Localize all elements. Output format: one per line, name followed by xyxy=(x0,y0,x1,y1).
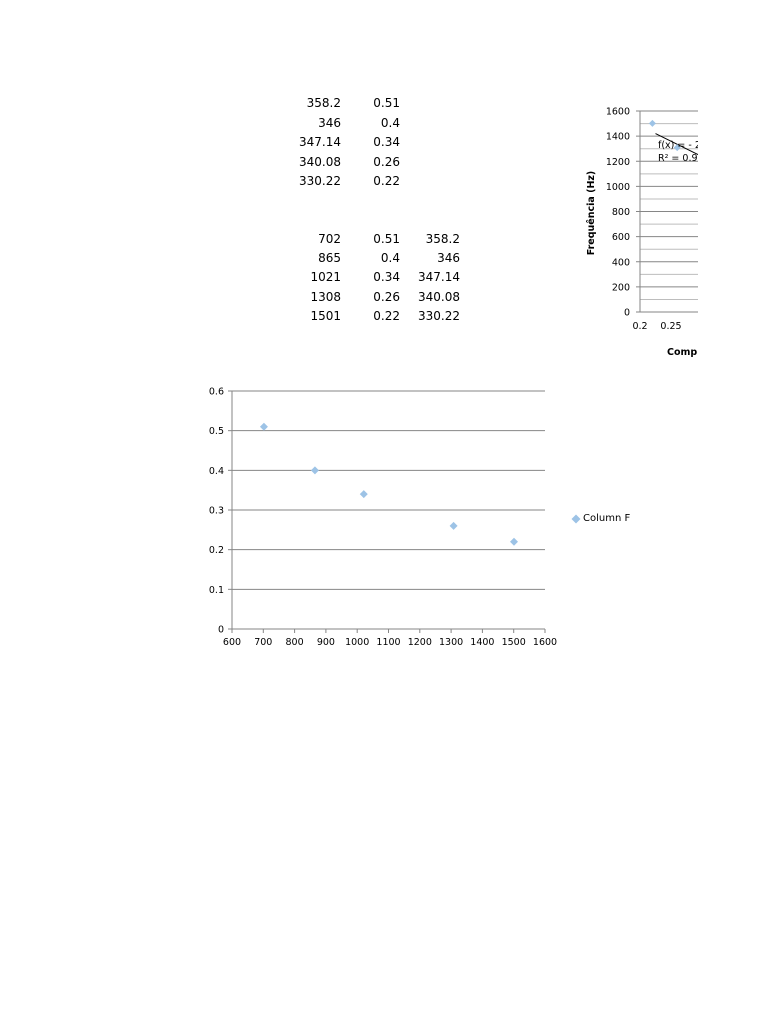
right-trendline-r2: R² = 0.9 xyxy=(658,153,698,164)
legend-marker xyxy=(572,515,581,524)
x-tick-label-1200: 1200 xyxy=(407,637,432,648)
table2-cell-r5-c1: 1501 xyxy=(310,308,341,323)
scatter-chart-right xyxy=(570,95,707,370)
table2-cell-r3-c3: 347.14 xyxy=(418,270,460,285)
legend-label: Column F xyxy=(583,513,631,524)
right-y-tick-label-800: 800 xyxy=(611,207,630,218)
right-y-tick-label-200: 200 xyxy=(611,282,630,294)
x-tick-label-1500: 1500 xyxy=(501,637,526,648)
right-y-tick-label-1200: 1200 xyxy=(605,156,630,168)
y-tick-label-0.1: 0.1 xyxy=(208,584,224,596)
table2-cell-r4-c1: 1308 xyxy=(310,289,341,304)
data-point-2 xyxy=(311,466,319,474)
table1-cell-r3-c2: 0.34 xyxy=(373,135,400,149)
table2-cell-r1-c2: 0.51 xyxy=(373,232,400,246)
table1-cell-r4-c2: 0.26 xyxy=(373,154,400,169)
table1-cell-r1-c2: 0.51 xyxy=(373,96,400,110)
data-point-1 xyxy=(260,423,268,431)
table2-cell-r1-c1: 702 xyxy=(318,232,341,246)
x-tick-label-900: 900 xyxy=(316,637,335,648)
right-data-point-1 xyxy=(649,120,656,127)
table2-cell-r1-c3: 358.2 xyxy=(425,232,460,246)
x-tick-label-700: 700 xyxy=(254,637,273,648)
x-tick-label-1400: 1400 xyxy=(470,637,495,648)
right-y-tick-label-1400: 1400 xyxy=(605,131,630,143)
data-point-5 xyxy=(510,538,518,546)
table1-cell-r5-c1: 330.22 xyxy=(299,174,341,188)
right-x-tick-label-1: 0.2 xyxy=(632,321,648,332)
table2-cell-r2-c1: 865 xyxy=(318,251,341,266)
table2-cell-r2-c2: 0.4 xyxy=(380,251,400,266)
y-tick-label-0: 0 xyxy=(217,624,224,636)
right-x-axis-title: Compr xyxy=(667,347,702,358)
scatter-chart-main xyxy=(195,380,645,655)
table1-cell-r5-c2: 0.22 xyxy=(373,174,400,188)
right-trendline-equation: f(x) = - 2 xyxy=(658,140,701,151)
y-tick-label-0.5: 0.5 xyxy=(208,426,224,438)
right-x-tick-label-3: 0. xyxy=(697,321,707,332)
table2-cell-r3-c1: 1021 xyxy=(310,270,341,285)
table2-cell-r5-c3: 330.22 xyxy=(418,308,460,323)
table1-cell-r4-c1: 340.08 xyxy=(299,154,341,169)
table1-cell-r2-c1: 346 xyxy=(318,115,341,130)
right-y-tick-label-0: 0 xyxy=(623,307,630,319)
table2-cell-r5-c2: 0.22 xyxy=(373,308,400,323)
right-x-tick-label-2: 0.25 xyxy=(660,321,682,332)
table1-cell-r3-c1: 347.14 xyxy=(299,135,341,149)
y-tick-label-0.2: 0.2 xyxy=(208,545,224,557)
x-tick-label-800: 800 xyxy=(285,637,304,648)
y-tick-label-0.3: 0.3 xyxy=(208,505,224,517)
data-point-3 xyxy=(360,490,368,498)
right-y-tick-label-1600: 1600 xyxy=(605,106,630,118)
scatter-chart-right-clip xyxy=(570,95,707,370)
table1-cell-r1-c1: 358.2 xyxy=(306,96,341,110)
right-y-axis-title: Frequência (Hz) xyxy=(586,170,597,256)
x-tick-label-1300: 1300 xyxy=(439,637,464,648)
x-tick-label-1000: 1000 xyxy=(345,637,370,648)
table2-cell-r3-c2: 0.34 xyxy=(373,270,400,285)
table1-cell-r2-c2: 0.4 xyxy=(380,115,400,130)
table2-cell-r4-c3: 340.08 xyxy=(418,289,460,304)
y-tick-label-0.4: 0.4 xyxy=(208,465,224,477)
y-tick-label-0.6: 0.6 xyxy=(208,386,224,398)
table2-cell-r2-c3: 346 xyxy=(437,251,460,266)
right-y-tick-label-400: 400 xyxy=(611,257,630,269)
data-point-4 xyxy=(450,522,458,530)
x-tick-label-1600: 1600 xyxy=(532,637,558,648)
right-y-tick-label-1000: 1000 xyxy=(605,181,630,193)
x-tick-label-600: 600 xyxy=(222,637,242,648)
right-y-tick-label-600: 600 xyxy=(611,232,630,244)
table2-cell-r4-c2: 0.26 xyxy=(373,289,400,304)
x-tick-label-1100: 1100 xyxy=(376,637,401,648)
